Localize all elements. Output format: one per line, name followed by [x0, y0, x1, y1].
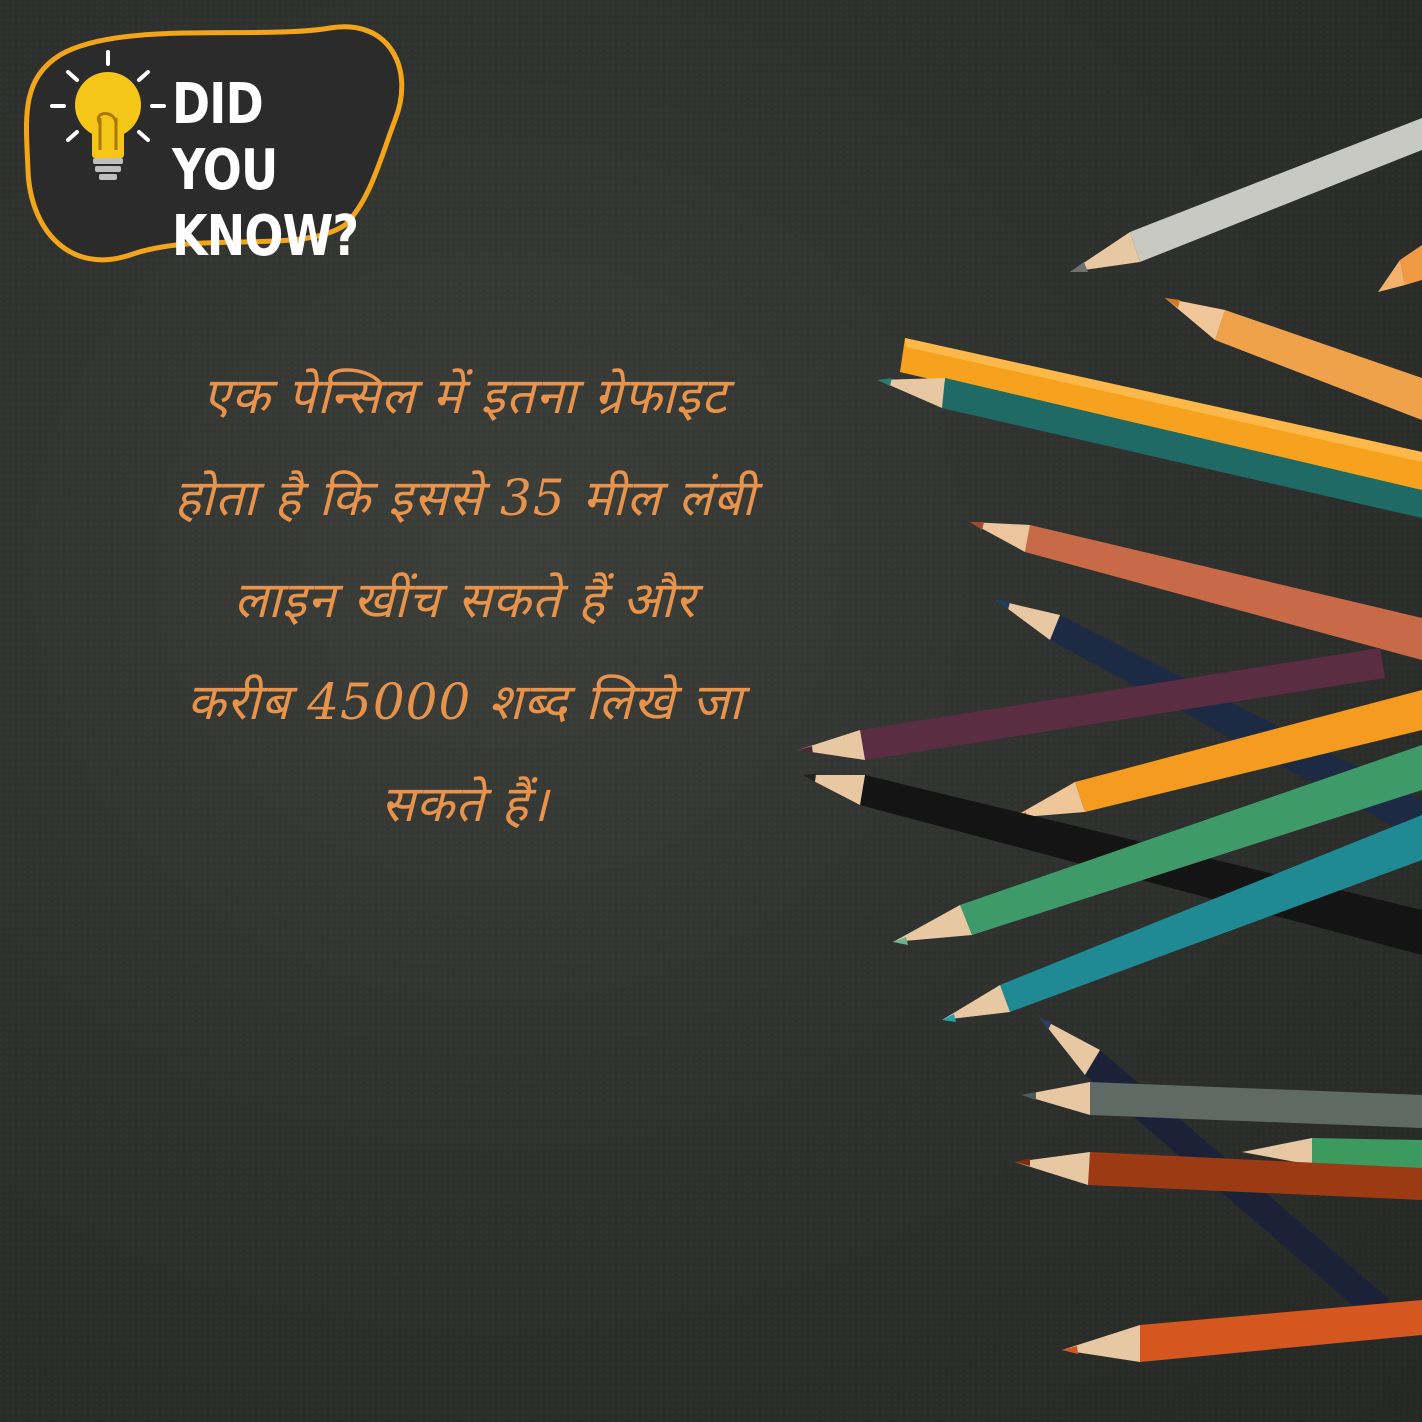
fact-line: लाइन खींच सकते हैं और: [233, 571, 697, 629]
fact-line: होता है कि इससे 35 मील लंबी: [174, 469, 756, 527]
fact-line: एक पेन्सिल में इतना ग्रेफाइट: [202, 367, 728, 425]
badge-line-1: DID YOU: [172, 72, 278, 203]
fact-line: सकते हैं।: [380, 775, 550, 833]
fact-text: [30, 345, 900, 855]
badge-line-2: KNOW?: [172, 204, 359, 269]
badge-text: [172, 72, 359, 270]
fact-line: करीब 45000 शब्द लिखे जा: [187, 673, 743, 731]
